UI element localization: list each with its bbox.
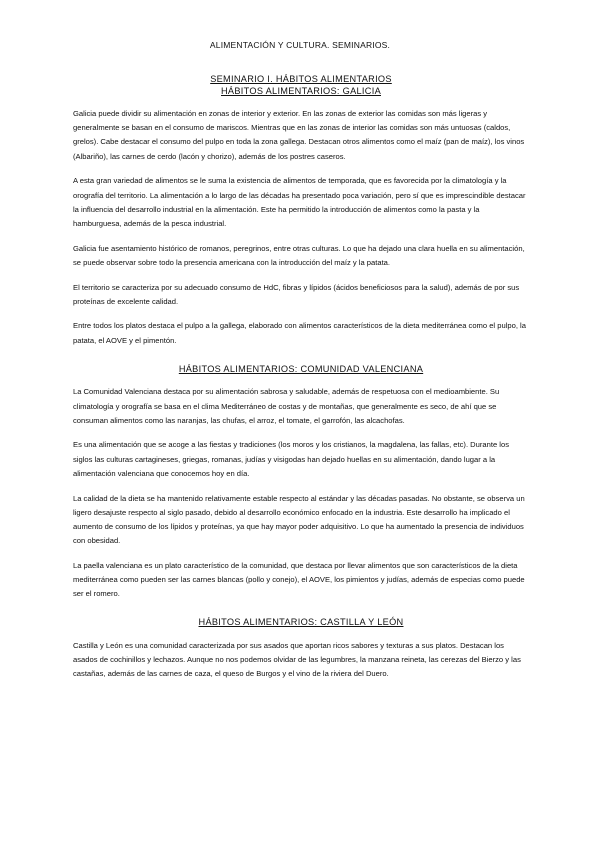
page-header: ALIMENTACIÓN Y CULTURA. SEMINARIOS.	[209, 40, 391, 50]
paragraph: Castilla y León es una comunidad caracterizada por sus asados que aportan ricos sabores y texturas a sus platos. Destacan los asados de cochinillos y lechazos. Aunque no nos podemos olvidar de las legumbres, la manzana reineta, las cerezas del Bierzo y las castañas, además de las carnes de caza, el queso de Burgos y el vino de la riviera del Duero.	[73, 640, 521, 679]
paragraph: La calidad de la dieta se ha mantenido relativamente estable respecto al estándar y las décadas pasadas. No obstante, se observa un ligero desajuste respecto al siglo pasado, debido al desarrollo económico enfocado en la industria. Este desarrollo ha implicado el aumento de consumo de los lípidos y proteínas, ya que hay mayor poder adquisitivo. Lo que ha aumentado la presencia de individuos con obesidad.	[73, 493, 525, 546]
section-heading-galicia: HÁBITOS ALIMENTARIOS: GALICIA	[221, 85, 381, 96]
seminar-title: SEMINARIO I. HÁBITOS ALIMENTARIOS	[210, 74, 392, 84]
section-heading-castilla-leon: HÁBITOS ALIMENTARIOS: CASTILLA Y LEÓN	[198, 617, 404, 628]
paragraph: La paella valenciana es un plato característico de la comunidad, que destaca por llevar alimentos que son característicos de la dieta mediterránea como pueden ser las carnes blancas (pollo y conejo), el AOVE, los pimientos y judías, además de especias como puede ser el romero.	[73, 560, 525, 599]
section-castilla-y-leon	[73, 617, 529, 681]
section-heading-valenciana: HÁBITOS ALIMENTARIOS: COMUNIDAD VALENCIANA	[178, 363, 424, 374]
paragraph: El territorio se caracteriza por su adecuado consumo de HdC, fibras y lípidos (ácidos beneficiosos para la salud), además de por sus proteínas de excelente calidad.	[73, 282, 520, 306]
paragraph: Es una alimentación que se acoge a las fiestas y tradiciones (los moros y los cristianos, la magdalena, las fallas, etc). Durante los siglos las culturas cartagineses, griegas, romanas, judías y visigodas han dejado huellas en su alimentación, dando lugar a la alimentación valenciana que conocemos hoy en día.	[73, 440, 510, 478]
paragraph: Galicia fue asentamiento histórico de romanos, peregrinos, entre otras culturas. Lo que ha dejado una clara huella en su alimentación, se puede observar sobre todo la presencia americana con la introducción del maíz y la patata.	[73, 243, 525, 267]
paragraph: A esta gran variedad de alimentos se le suma la existencia de alimentos de temporada, que es favorecida por la climatología y la orografía del territorio. La alimentación a lo largo de las décadas ha presentado poca variación, pero sí que es imprescindible destacar la influencia del desarrollo industrial en la alimentación. Este ha permitido la introducción de alimentos como la pasta y la hamburguesa, además de la pesca industrial.	[73, 176, 526, 228]
seminar-heading-block	[73, 74, 529, 97]
section-galicia	[73, 107, 529, 348]
paragraph: Galicia puede dividir su alimentación en zonas de interior y exterior. En las zonas de exterior las comidas son más ligeras y generalmente se basan en el consumo de mariscos. Mientras que en las zonas de interior las comidas son más untuosas (caldos, grelos). Cabe destacar el consumo del pulpo en toda la zona gallega. Destacan otros alimentos como el maíz (pan de maíz), los vinos (Albariño), las carnes de cerdo (lacón y chorizo), además de los postres caseros.	[73, 109, 525, 161]
paragraph: La Comunidad Valenciana destaca por su alimentación sabrosa y saludable, además de respetuosa con el medioambiente. Su climatología y orografía se basa en el clima Mediterráneo de costas y de montañas, que generalmente es seco, de ahí que se consuman alimentos como las naranjas, las chufas, el arroz, el tomate, el garrofón, las alcachofas.	[73, 387, 500, 425]
document-body	[73, 74, 529, 692]
section-comunidad-valenciana	[73, 364, 529, 602]
paragraph: Entre todos los platos destaca el pulpo a la gallega, elaborado con alimentos característicos de la dieta mediterránea como el pulpo, la patata, el AOVE y el pimentón.	[73, 321, 526, 345]
